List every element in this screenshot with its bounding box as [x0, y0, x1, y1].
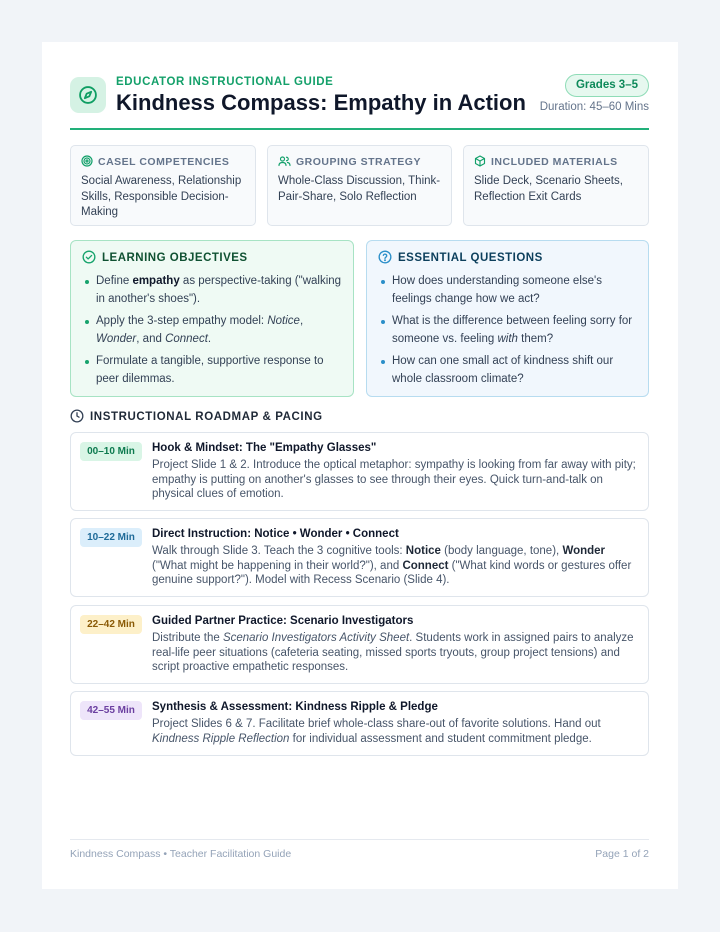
duration-label: Duration: 45–60 Mins [539, 101, 649, 113]
list-item: How does understanding someone else's feelings change how we act? [378, 273, 637, 308]
materials-card [463, 145, 649, 226]
meta-body: Social Awareness, Relationship Skills, Responsible Decision-Making [81, 175, 242, 218]
objectives-list [82, 273, 342, 388]
document-header [70, 74, 649, 132]
footer-divider [70, 839, 649, 840]
meta-heading: CASEL COMPETENCIES [98, 156, 230, 168]
meta-heading: INCLUDED MATERIALS [491, 156, 618, 168]
check-circle-icon [82, 250, 96, 267]
help-circle-icon [378, 250, 392, 267]
list-item: Define empathy as perspective-taking ("walking in another's shoes"). [82, 273, 342, 308]
roadmap-step-4 [70, 691, 649, 756]
step-title: Hook & Mindset: The "Empathy Glasses" [152, 442, 377, 454]
step-title: Direct Instruction: Notice • Wonder • Connect [152, 528, 399, 540]
list-item: Formulate a tangible, supportive response to peer dilemmas. [82, 353, 342, 388]
header-divider [70, 128, 649, 130]
essential-questions-box [366, 240, 649, 397]
list-item: What is the difference between feeling sorry for someone vs. feeling with them? [378, 313, 637, 348]
step-title: Synthesis & Assessment: Kindness Ripple & Pledge [152, 701, 438, 713]
learning-objectives-box [70, 240, 354, 397]
grouping-card [267, 145, 452, 226]
grade-badge: Grades 3–5 [565, 74, 649, 97]
meta-heading: GROUPING STRATEGY [296, 156, 421, 168]
roadmap-step-3 [70, 605, 649, 684]
casel-card [70, 145, 256, 226]
step-body: Project Slide 1 & 2. Introduce the optical metaphor: sympathy is looking from far away with pity; empathy is putting on another's glasses to see through their eyes. Quick turn-and-talk on physical clues of emotion. [152, 459, 636, 501]
questions-list [378, 273, 637, 388]
page-number: Page 1 of 2 [595, 848, 649, 860]
roadmap-step-1 [70, 432, 649, 511]
time-pill: 22–42 Min [80, 615, 142, 634]
meta-cards [70, 145, 649, 226]
target-icon [81, 155, 93, 170]
compass-icon [70, 77, 106, 113]
time-pill: 42–55 Min [80, 701, 142, 720]
users-icon [278, 155, 291, 170]
footer-title: Kindness Compass • Teacher Facilitation Guide [70, 848, 292, 860]
page-title: Kindness Compass: Empathy in Action [116, 90, 526, 115]
list-item: Apply the 3-step empathy model: Notice, Wonder, and Connect. [82, 313, 342, 348]
document-page [42, 42, 678, 889]
step-body: Distribute the Scenario Investigators Activity Sheet. Students work in assigned pairs to analyze real-life peer situations (cafeteria seating, missed sports tryouts, group project tensions) and script proactive empathetic responses. [152, 632, 634, 674]
eyebrow-label: EDUCATOR INSTRUCTIONAL GUIDE [116, 76, 334, 88]
roadmap-heading [70, 409, 323, 425]
step-title: Guided Partner Practice: Scenario Investigators [152, 615, 414, 627]
list-item: How can one small act of kindness shift our whole classroom climate? [378, 353, 637, 388]
time-pill: 10–22 Min [80, 528, 142, 547]
meta-body: Slide Deck, Scenario Sheets, Reflection Exit Cards [474, 175, 623, 203]
roadmap-heading-label: INSTRUCTIONAL ROADMAP & PACING [90, 411, 323, 423]
meta-body: Whole-Class Discussion, Think-Pair-Share, Solo Reflection [278, 175, 441, 203]
time-pill: 00–10 Min [80, 442, 142, 461]
box-icon [474, 155, 486, 170]
roadmap-step-2 [70, 518, 649, 597]
clock-icon [70, 409, 84, 426]
questions-heading: ESSENTIAL QUESTIONS [398, 252, 543, 264]
objectives-heading: LEARNING OBJECTIVES [102, 252, 248, 264]
step-body: Walk through Slide 3. Teach the 3 cognitive tools: Notice (body language, tone), Wonder ("What might be happening in their world?"), and Connect ("What kind words or gestures offer genuine support?"). Model with Recess Scenario (Slide 4). [152, 545, 632, 587]
step-body: Project Slides 6 & 7. Facilitate brief whole-class share-out of favorite solutions. Hand out Kindness Ripple Reflection for individual assessment and student commitment pledge. [152, 718, 601, 745]
